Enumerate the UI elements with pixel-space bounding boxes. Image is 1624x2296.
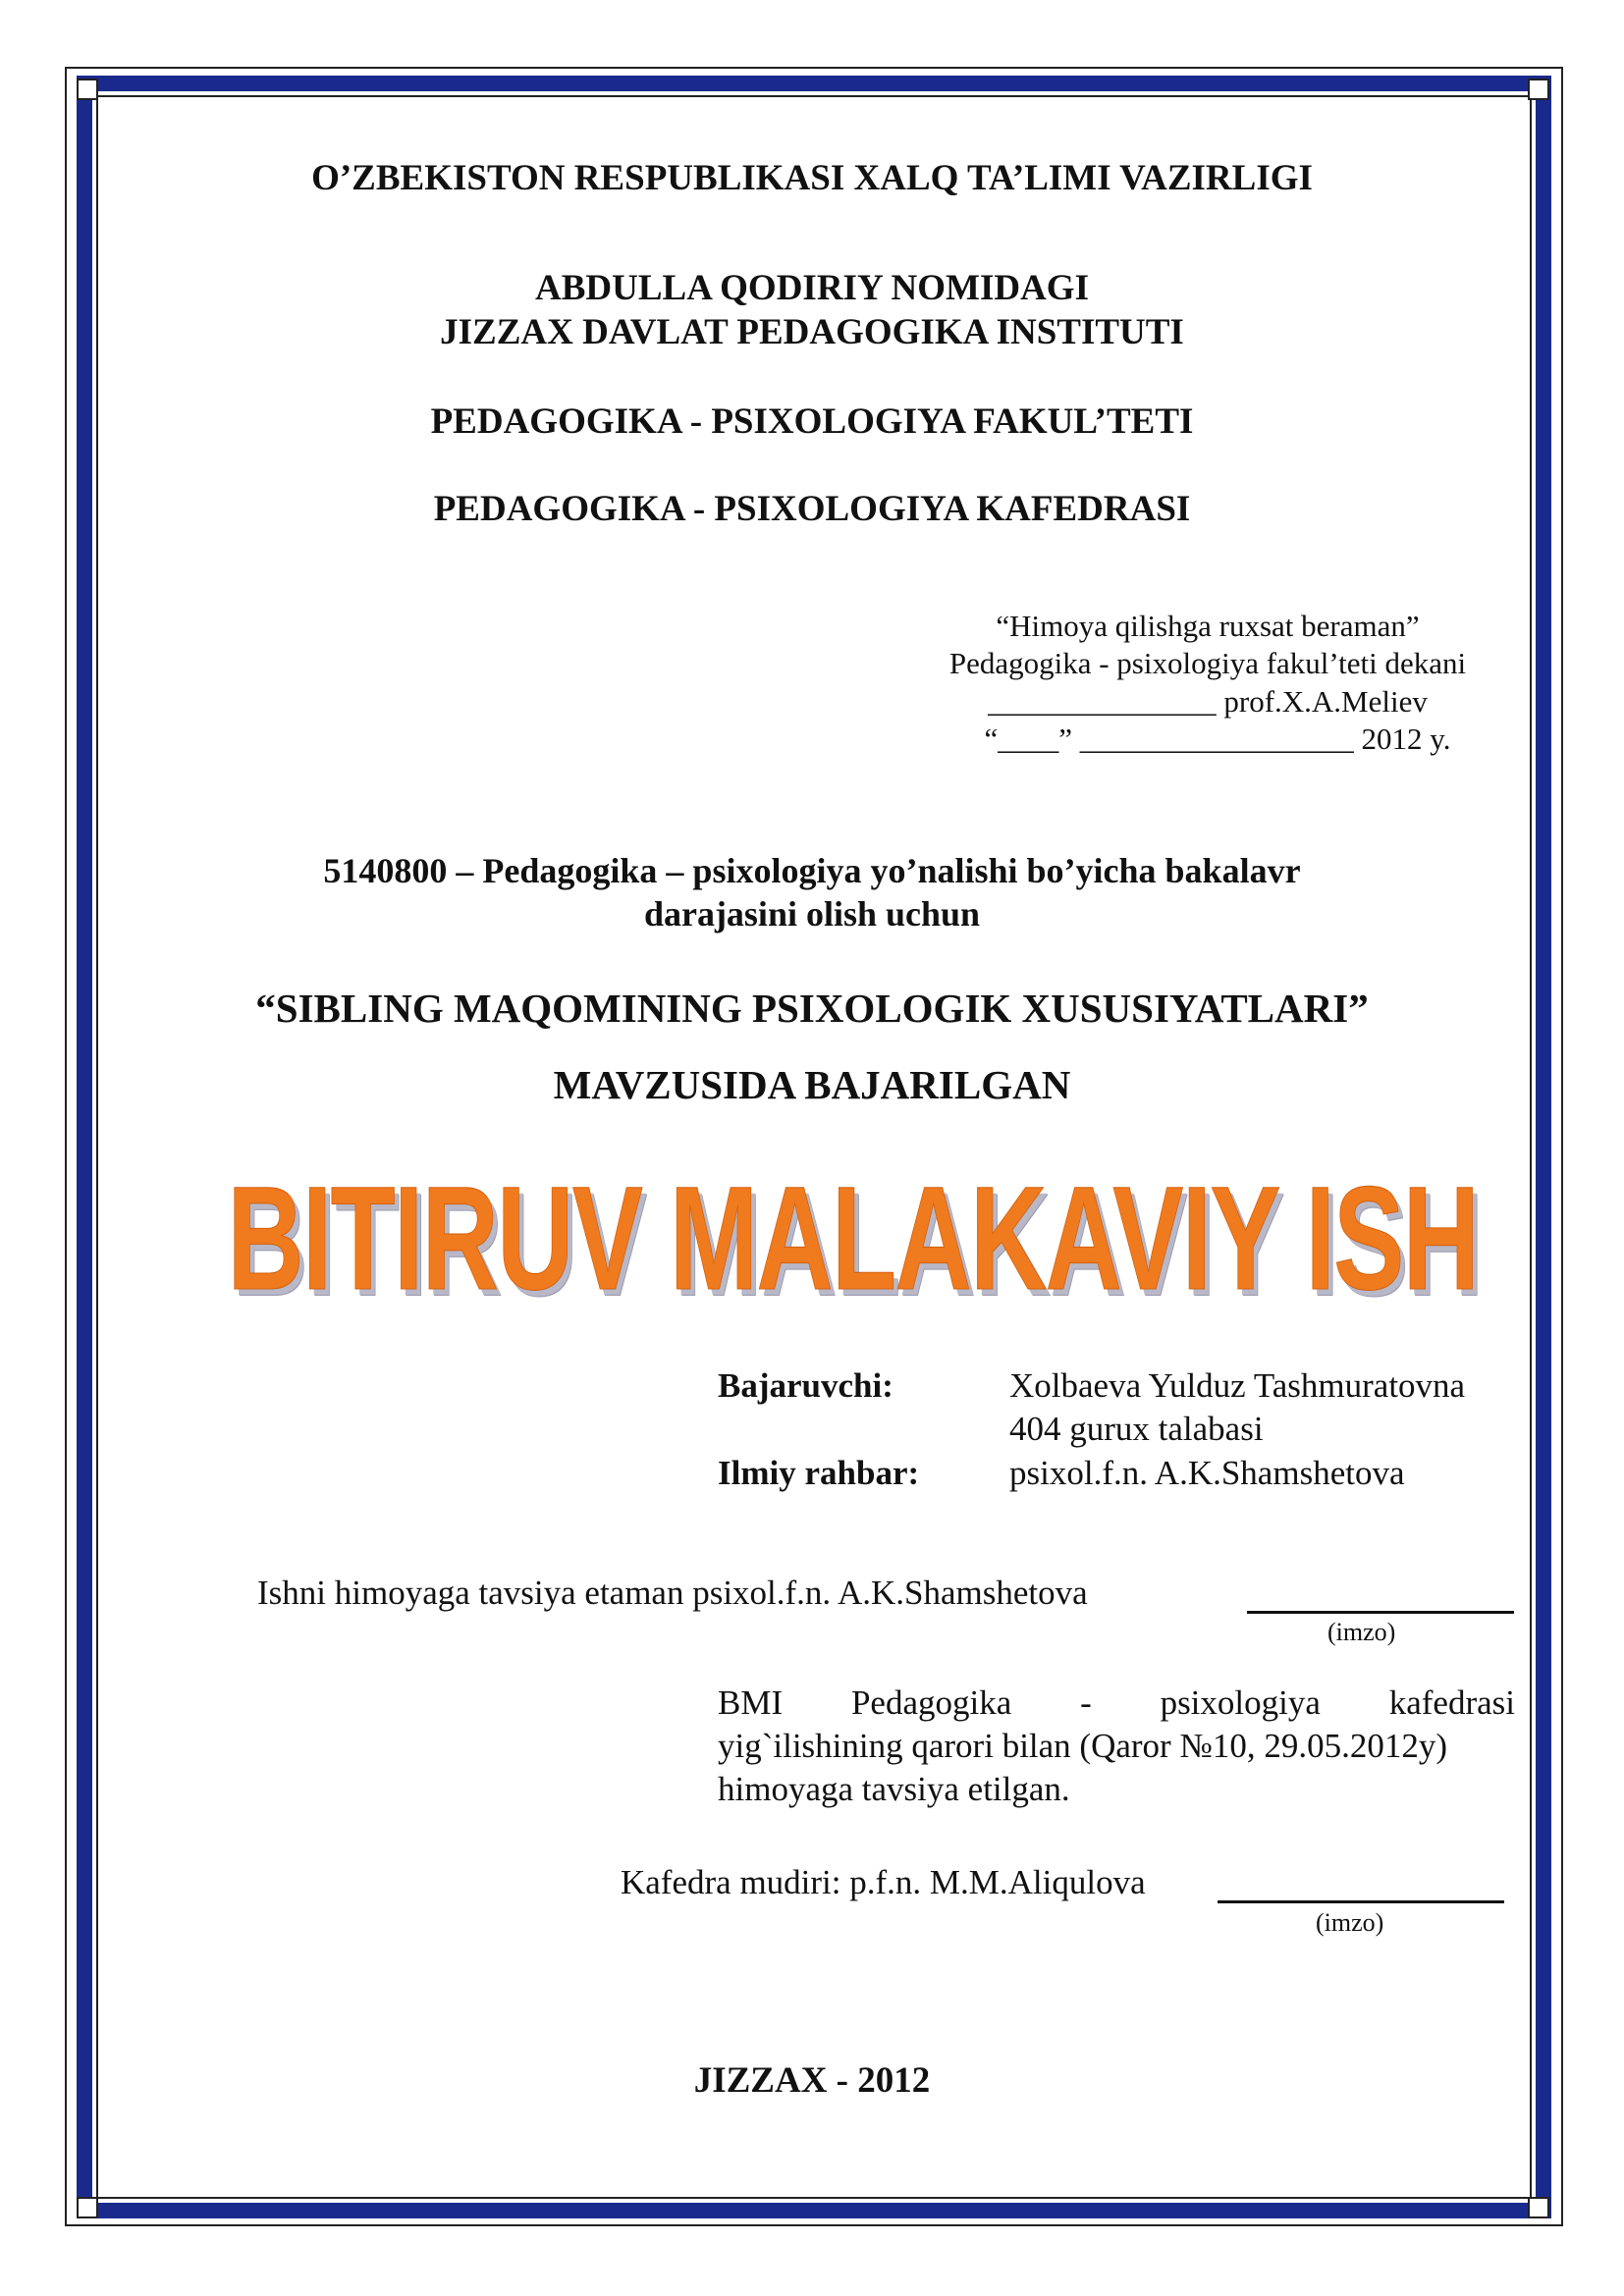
specialty-line-1: 5140800 – Pedagogika – psixologiya yo’nalishi bo’yicha bakalavr [323,851,1301,890]
approval-line-1: “Himoya qilishga ruxsat beraman” [996,609,1420,643]
executor-name: Xolbaeva Yulduz Tashmuratovna [1009,1366,1466,1405]
frame-corner-square [1528,79,1549,100]
approval-line-4: “____” __________________ 2012 y. [984,721,1451,756]
city-year: JIZZAX - 2012 [693,2060,931,2101]
executor-label: Bajaruvchi: [718,1366,893,1405]
decision-line-2: yig`ilishining qarori bilan (Qaror №10, 29.05.2012y) [718,1727,1447,1765]
frame-corner-square [77,79,98,100]
decision-line-3: himoyaga tavsiya etilgan. [718,1770,1070,1808]
supervisor-name: psixol.f.n. A.K.Shamshetova [1009,1454,1405,1492]
signature-caption: (imzo) [1327,1618,1396,1646]
signature-caption: (imzo) [1316,1908,1384,1937]
approval-line-3: _______________ prof.X.A.Meliev [988,684,1428,719]
signature-line [1247,1611,1514,1614]
specialty-line-2: darajasini olish uchun [643,894,981,934]
decision-word: BMI [718,1683,784,1722]
decision-word: Pedagogika [850,1683,1012,1722]
ministry-title: O’ZBEKISTON RESPUBLIKASI XALQ TA’LIMI VAZIRLIGI [311,158,1313,198]
decision-word: kafedrasi [1388,1683,1515,1722]
thesis-topic: “SIBLING MAQOMINING PSIXOLOGIK XUSUSIYATLARI” [255,986,1369,1031]
frame-corner-square [77,2197,98,2218]
institute-name-line2: JIZZAX DAVLAT PEDAGOGIKA INSTITUTI [440,312,1184,352]
decision-line-1 [718,1682,1515,1725]
approval-line-2: Pedagogika - psixologiya fakul’teti dekani [948,646,1467,680]
decision-word: - [1080,1683,1092,1722]
department-name: PEDAGOGIKA - PSIXOLOGIYA KAFEDRASI [433,489,1191,529]
faculty-name: PEDAGOGIKA - PSIXOLOGIYA FAKUL’TETI [430,401,1194,442]
thesis-topic-subtitle: MAVZUSIDA BAJARILGAN [553,1062,1071,1107]
recommendation-text: Ishni himoyaga tavsiya etaman psixol.f.n. A.K.Shamshetova [257,1574,1088,1612]
head-of-department: Kafedra mudiri: p.f.n. M.M.Aliqulova [621,1863,1146,1901]
institute-name-line1: ABDULLA QODIRIY NOMIDAGI [535,268,1089,308]
signature-line [1218,1900,1504,1903]
executor-group: 404 gurux talabasi [1009,1410,1264,1448]
department-decision [718,1682,1515,1811]
frame-corner-square [1528,2197,1549,2218]
supervisor-label: Ilmiy rahbar: [718,1454,920,1492]
work-type-title: BITIRUV MALAKAVIY ISH [227,1155,1479,1320]
decision-word: psixologiya [1160,1683,1321,1722]
